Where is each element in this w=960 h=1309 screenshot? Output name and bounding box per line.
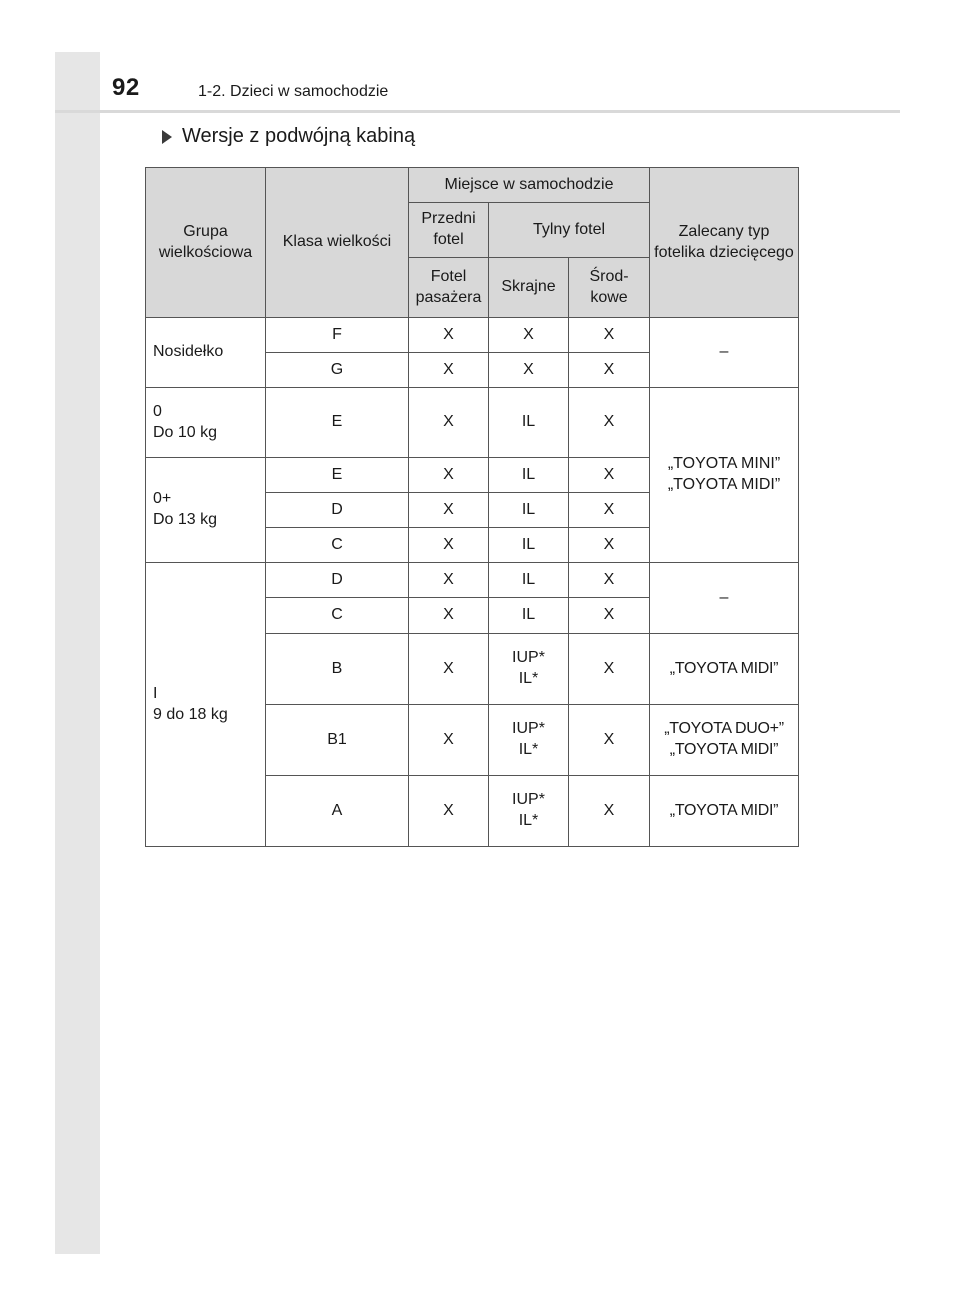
outer-cell: IL	[489, 458, 569, 493]
passenger-cell: X	[409, 776, 489, 847]
center-cell: X	[569, 598, 650, 634]
outer-cell: IL	[489, 388, 569, 458]
class-cell: B1	[266, 705, 409, 776]
recommended-cell: „TOYOTA MIDI”	[650, 634, 799, 705]
class-cell: C	[266, 528, 409, 563]
header-front-seat: Przedni fotel	[409, 203, 489, 258]
group-label: 0+	[153, 490, 172, 508]
recommended-cell: –	[650, 318, 799, 388]
passenger-cell: X	[409, 598, 489, 634]
class-cell: F	[266, 318, 409, 353]
outer-cell: IL	[489, 528, 569, 563]
outer-cell	[489, 705, 569, 776]
recommended-cell: „TOYOTA MIDI”	[650, 776, 799, 847]
group-weight: Do 13 kg	[153, 511, 218, 528]
group-label: I	[153, 684, 158, 702]
group-cell	[146, 563, 266, 847]
header-location: Miejsce w samochodzie	[409, 168, 650, 203]
recommended-line: „TOYOTA MIDI”	[669, 741, 779, 758]
outer-cell: IL	[489, 598, 569, 634]
center-cell: X	[569, 353, 650, 388]
header-passenger-seat: Fotel pasażera	[409, 258, 489, 318]
class-cell: D	[266, 563, 409, 598]
group-cell	[146, 388, 266, 458]
class-cell: C	[266, 598, 409, 634]
outer-cell: X	[489, 353, 569, 388]
group-weight: Do 10 kg	[153, 423, 218, 441]
passenger-cell: X	[409, 634, 489, 705]
page-number: 92	[112, 74, 140, 101]
center-cell: X	[569, 528, 650, 563]
center-cell: X	[569, 458, 650, 493]
outer-value-line: IUP*	[512, 720, 545, 738]
passenger-cell: X	[409, 563, 489, 598]
center-cell: X	[569, 318, 650, 353]
center-cell: X	[569, 705, 650, 776]
side-band	[55, 52, 100, 1254]
header-center-seat: Środ-kowe	[569, 258, 650, 318]
recommended-cell	[650, 705, 799, 776]
group-weight: 9 do 18 kg	[153, 705, 228, 723]
recommended-line: „TOYOTA MINI”	[667, 455, 781, 473]
recommended-line: „TOYOTA MIDI”	[667, 476, 781, 493]
center-cell: X	[569, 388, 650, 458]
outer-cell: IL	[489, 493, 569, 528]
center-cell: X	[569, 563, 650, 598]
group-cell	[146, 458, 266, 563]
outer-cell	[489, 634, 569, 705]
group-label: 0	[153, 402, 162, 420]
center-cell: X	[569, 776, 650, 847]
header-rear-seat: Tylny fotel	[489, 203, 650, 258]
class-cell: B	[266, 634, 409, 705]
passenger-cell: X	[409, 493, 489, 528]
subsection-heading	[162, 125, 415, 148]
passenger-cell: X	[409, 528, 489, 563]
outer-cell: IL	[489, 563, 569, 598]
outer-value-line: IL*	[518, 670, 539, 687]
table-row	[146, 388, 799, 458]
triangle-bullet-icon	[162, 130, 172, 144]
passenger-cell: X	[409, 388, 489, 458]
recommended-cell	[650, 388, 799, 563]
outer-value-line: IL*	[518, 812, 539, 829]
class-cell: D	[266, 493, 409, 528]
class-cell: G	[266, 353, 409, 388]
header-divider	[55, 110, 900, 113]
outer-value-line: IUP*	[512, 649, 545, 667]
passenger-cell: X	[409, 458, 489, 493]
subsection-title: Wersje z podwójną kabiną	[182, 125, 416, 147]
header-recommended: Zalecany typ fotelika dziecięcego	[650, 168, 799, 318]
center-cell: X	[569, 634, 650, 705]
class-cell: E	[266, 388, 409, 458]
header-class: Klasa wielkości	[266, 168, 409, 318]
outer-cell	[489, 776, 569, 847]
class-cell: A	[266, 776, 409, 847]
class-cell: E	[266, 458, 409, 493]
recommended-cell: –	[650, 563, 799, 634]
table-row	[146, 318, 799, 353]
outer-value-line: IL*	[518, 741, 539, 758]
passenger-cell: X	[409, 705, 489, 776]
section-title: 1-2. Dzieci w samochodzie	[198, 83, 389, 100]
center-cell: X	[569, 493, 650, 528]
passenger-cell: X	[409, 353, 489, 388]
outer-value-line: IUP*	[512, 791, 545, 809]
header-group: Grupa wielkościowa	[146, 168, 266, 318]
outer-cell: X	[489, 318, 569, 353]
group-cell: Nosidełko	[146, 318, 266, 388]
child-seat-table	[145, 167, 799, 847]
recommended-line: „TOYOTA DUO+”	[664, 720, 784, 738]
table-row	[146, 563, 799, 598]
passenger-cell: X	[409, 318, 489, 353]
header-outer-seats: Skrajne	[489, 258, 569, 318]
